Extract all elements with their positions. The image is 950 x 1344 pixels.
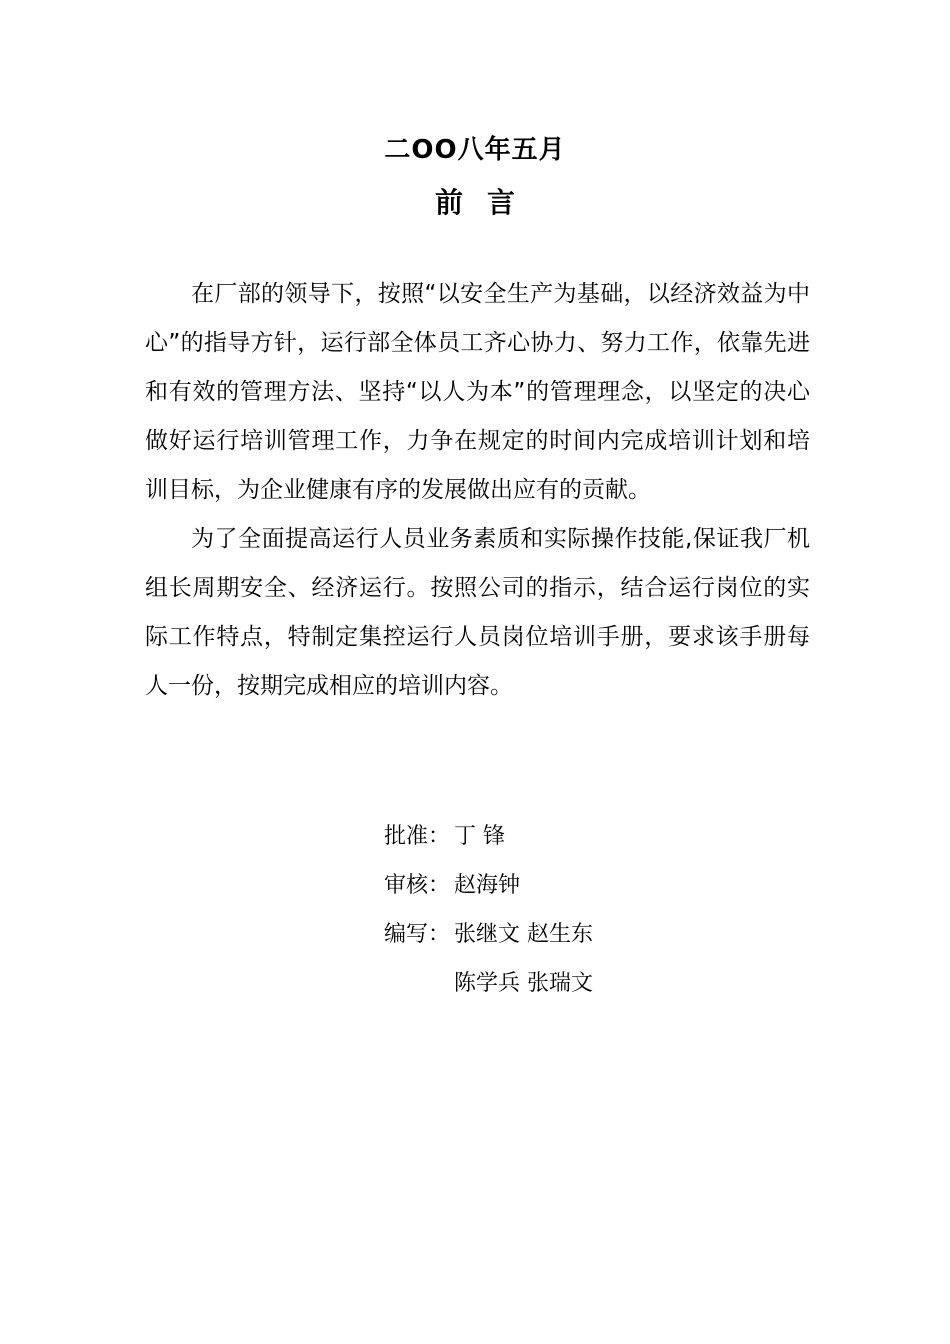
page-title: 前言 <box>434 186 539 219</box>
signature-row-author <box>384 910 784 959</box>
signature-row-review <box>384 861 784 910</box>
signature-label <box>384 959 454 1008</box>
paragraph-2: 为了全面提高运行人员业务素质和实际操作技能,保证我厂机组长周期安全、经济运行。按照公司的指示，结合运行岗位的实际工作特点，特制定集控运行人员岗位培训手册，要求该手册每人一份，按期完成相应的培训内容。 <box>145 526 810 699</box>
signature-value: 张继文 赵生东 <box>454 922 593 947</box>
signature-block <box>384 812 784 1008</box>
date-line: 二OO八年五月 <box>384 135 566 165</box>
preface-body <box>145 270 810 711</box>
signature-value: 赵海钟 <box>454 873 521 898</box>
paragraph-1: 在厂部的领导下，按照“以安全生产为基础，以经济效益为中心”的指导方针，运行部全体员工齐心协力、努力工作，依靠先进和有效的管理方法、坚持“以人为本”的管理理念，以坚定的决心做好运行培训管理工作，力争在规定的时间内完成培训计划和培训目标，为企业健康有序的发展做出应有的贡献。 <box>145 281 810 503</box>
signature-value: 丁 锋 <box>454 824 505 849</box>
signature-row-author-continued <box>384 959 784 1008</box>
signature-label: 编写： <box>384 922 451 947</box>
signature-label: 批准： <box>384 824 451 849</box>
signature-label: 审核： <box>384 873 451 898</box>
signature-value: 陈学兵 张瑞文 <box>454 971 593 996</box>
signature-row-approve <box>384 812 784 861</box>
